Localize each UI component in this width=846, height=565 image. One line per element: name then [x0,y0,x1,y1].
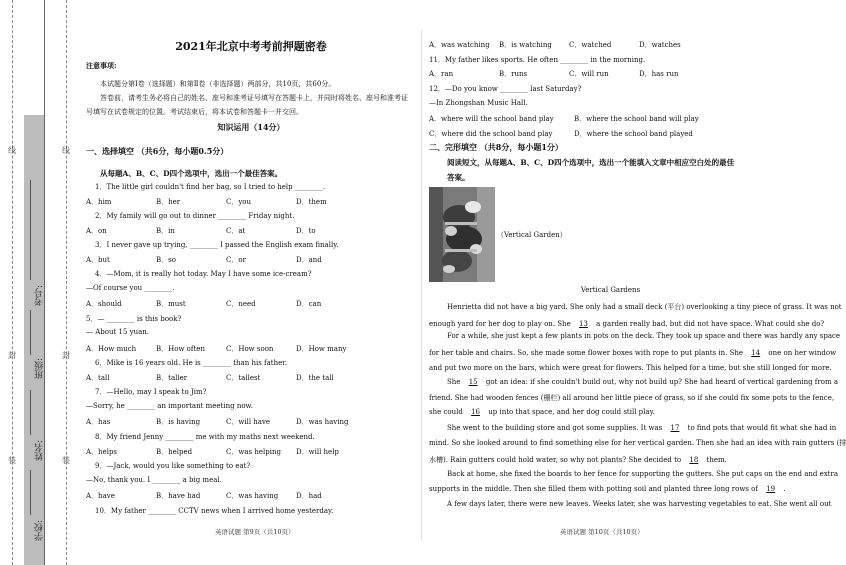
paragraph-6-line-1 [447,500,831,508]
question-2: 2．My family will go out to dinner ________ Friday night. [95,212,295,220]
column-divider [421,30,422,540]
question-4: 4．—Mom, it is really hot today. May I have some ice-cream? [95,270,312,278]
binding-strip [0,0,78,565]
fold-line [66,0,67,565]
paragraph-2-line-1 [447,332,840,340]
exam-title: 2021年北京中考考前押题密卷 [175,40,327,53]
line-mark-right: 线 [62,146,70,155]
line-mark-left: 线 [8,146,16,155]
seal-mark-left: 封 [8,351,16,360]
question-4-option-c[interactable]: C．need [226,300,256,308]
school-label: 学校: [35,520,45,542]
question-7-option-a[interactable]: A．has [86,418,111,426]
paragraph-4-line-2 [429,438,846,448]
question-6-option-a[interactable]: A．tall [86,374,110,382]
passage-text: She went to the building store and got some supplies. It was [447,424,663,432]
passage-text: friend. She had wooden fences (栅栏) all around her little piece of grass, so if she could fix some pots to the fence, [429,394,835,402]
question-8-option-b[interactable]: B．helped [156,448,193,456]
question-12-option-b[interactable]: B．where the school band will play [574,115,699,123]
blank-p5b_gap[interactable]: 19 [766,485,776,493]
bind-line [44,0,45,565]
question-1-option-d[interactable]: D．them [296,198,327,206]
question-2-option-d[interactable]: D．to [296,227,316,235]
question-8-option-d[interactable]: D．will help [296,448,339,456]
question-6-option-b[interactable]: B．taller [156,374,188,382]
question-7-option-b[interactable]: B．is having [156,418,201,426]
question-5-option-b[interactable]: B．How often [156,345,205,353]
blank-p4a_gap[interactable]: 17 [670,424,680,432]
class-field[interactable] [30,310,31,355]
paragraph-5-line-1 [447,470,838,478]
question-5-option-c[interactable]: C．How soon [226,345,274,353]
passage-text: For a while, she just kept a few plants in pots on the deck. They took up space and there was hardly any space [447,332,841,340]
notice-line-2: 答卷前，请考生务必将自己的姓名、座号和准考证号填写在答题卡上，并同时将姓名、座号和准考证 [100,94,408,102]
paragraph-2-line-3 [429,364,832,372]
name-label: 姓名: [35,440,45,462]
question-3-option-a[interactable]: A．but [86,256,110,264]
page-footer-left: 英语试题 第9页（共10页） [215,528,295,536]
question-12: 12．—Do you know ________ last Saturday? [429,85,582,93]
question-8-option-a[interactable]: A．helps [86,448,118,456]
question-9-option-d[interactable]: D．had [296,492,322,500]
paragraph-2-line-2 [429,349,836,357]
question-12-option-d[interactable]: D．where the school band played [574,130,693,138]
question-9-option-b[interactable]: B．have had [156,492,201,500]
question-3-option-b[interactable]: B．so [156,256,176,264]
bind-mark-left: 装 [8,456,16,465]
question-12-reply: —In Zhongshan Music Hall. [429,99,528,107]
question-3-option-d[interactable]: D．and [296,256,322,264]
question-12-option-c[interactable]: C．where did the school band play [429,130,553,138]
question-2-option-c[interactable]: C．at [226,227,246,235]
passage-text: for her table and chairs. So, she made some flower boxes with rope to put plants in. She [429,349,744,357]
paragraph-3-line-2 [429,393,834,403]
question-7-option-c[interactable]: C．will have [226,418,271,426]
paragraph-4-line-1 [447,424,836,432]
question-6: 6．Mike is 16 years old. He is ________ than his father. [95,359,288,367]
question-9: 9．—Jack, would you like something to eat? [95,462,251,470]
question-1-option-b[interactable]: B．her [156,198,181,206]
question-1-option-c[interactable]: C．you [226,198,252,206]
question-4-option-d[interactable]: D．can [296,300,322,308]
question-7: 7．—Hello, may I speak to Jim? [95,388,207,396]
vertical-garden-photo [429,187,495,282]
question-7-reply: —Sorry, he ________ an important meeting now. [86,402,253,410]
section-2-instructions-2: 答案。 [447,173,470,182]
question-2-option-a[interactable]: A．on [86,227,107,235]
passage-text: She [447,378,461,386]
blank-p2b_gap[interactable]: 14 [751,349,761,357]
question-2-option-b[interactable]: B．in [156,227,175,235]
passage-text: . [783,485,786,493]
question-1-option-a[interactable]: A．him [86,198,112,206]
passage-text: them. [706,456,727,464]
paragraph-3-line-3 [429,408,655,416]
question-4-option-a[interactable]: A．should [86,300,122,308]
passage-text: Back at home, she fixed the boards to her fence for supporting the gutters. She put caps on the end and extra [447,470,839,478]
question-9-option-c[interactable]: C．was having [226,492,279,500]
question-8: 8．My friend Jenny ________ me with my maths next weekend. [95,433,315,441]
section-2-title: 二、完形填空 （共8分，每小题1分） [429,142,563,152]
question-7-option-d[interactable]: D．was having [296,418,349,426]
passage-text: enough yard for her dog to play on. She [429,320,571,328]
paragraph-5-line-2 [429,485,786,493]
question-4-reply: —Of course you ________. [86,284,175,292]
paragraph-3-line-1 [447,378,838,386]
seal-mark-right: 封 [62,351,70,360]
blank-p3a_gap[interactable]: 15 [468,378,478,386]
question-11-option-b[interactable]: B．runs [499,70,528,78]
passage-text: supports in the middle. Then she filled them with potting soil and planted three long rows of [429,485,758,493]
school-field[interactable] [30,470,31,515]
question-11-option-d[interactable]: D．has run [639,70,679,78]
passage-text: mind. So she looked around to find something else for her vertical garden. Then she had an idea with rain gutters (排 [429,439,846,447]
question-11: 11．My father likes sports. He often ________ in the morning. [429,56,646,64]
passage-text: Henrietta did not have a big yard. She only had a small deck (平台) overlooking a tiny piece of grass. It was not [447,303,842,311]
question-5-reply: — About 15 yuan. [86,328,150,336]
class-label: 班级: [35,358,45,380]
question-8-option-c[interactable]: C．was helping [226,448,281,456]
cut-line [12,0,13,565]
notice-line-1: 本试题分第Ⅰ卷（选择题）和第Ⅱ卷（非选择题）两部分，共10页，共60分。 [100,80,336,88]
passage-text: she could [429,408,463,416]
passage-text: A few days later, there were new leaves. Weeks later, she was harvesting vegetables to eat. She went all out [447,500,832,508]
section-1-instructions: 从每题A、B、C、D四个选项中，选出一个最佳答案。 [100,169,283,178]
passage-text: up into that space, and her dog could still play. [488,408,655,416]
name-field[interactable] [30,390,31,435]
question-11-option-c[interactable]: C．will run [569,70,609,78]
passage-text: to find pots that would fit what she had in [687,424,837,432]
question-6-option-c[interactable]: C．tallest [226,374,261,382]
page-footer-right: 英语试题 第10页（共10页） [560,528,644,536]
question-11-option-a[interactable]: A．ran [429,70,454,78]
blank-p3c_gap[interactable]: 16 [471,408,480,416]
passage-text: got an idea: if she couldn't build out, why not build up? She had heard of vertical gardening from a [485,378,838,386]
question-10-option-b[interactable]: B．is watching [499,41,552,49]
gray-band [24,115,44,565]
passage-text: a garden really bad, but did not have space. What could she do? [596,320,825,328]
question-3-option-c[interactable]: C．or [226,256,246,264]
question-1: 1．The little girl couldn't find her bag, so I tried to help ________. [95,183,326,191]
question-5: 5．— ________ is this book? [86,315,182,323]
paragraph-4-line-3 [429,455,727,465]
question-5-option-d[interactable]: D．How many [296,345,347,353]
paragraph-1-line-1 [447,302,842,312]
part-title: 知识运用（14分） [217,122,285,132]
question-10-option-d[interactable]: D．watches [639,41,681,49]
blank-p1b_gap[interactable]: 13 [578,320,588,328]
question-10-option-a[interactable]: A．was watching [429,41,490,49]
image-caption: （Vertical Garden） [497,231,567,239]
section-1-title: 一、选择填空 （共6分，每小题0.5分） [86,146,229,156]
question-3: 3．I never gave up trying, ________ I passed the English exam finally. [95,241,339,249]
question-12-option-a[interactable]: A．where will the school band play [429,115,554,123]
question-10: 10．My father ________ CCTV news when I arrived home yesterday. [95,507,334,515]
question-10-option-c[interactable]: C．watched [569,41,612,49]
question-5-option-a[interactable]: A．How much [86,345,137,353]
passage-title: Vertical Gardens [580,286,641,294]
passage-text: 水槽). Rain gutters could hold water, so why not plants? She decided to [429,456,682,464]
question-9-reply: —No, thank you. I ________ a big meal. [86,476,222,484]
question-6-option-d[interactable]: D．the tall [296,374,334,382]
passage-text: and put two more on the bars, which were great for flowers. This helped for a time, but she still longed for more. [429,364,832,372]
notice-heading: 注意事项: [86,61,117,70]
passage-text: one on her window [768,349,837,357]
blank-p4c_gap[interactable]: 18 [689,456,699,464]
notice-line-3: 号填写在试卷规定的位置。考试结束后，将本试卷和答题卡一并交回。 [86,108,303,116]
section-2-instructions-1: 阅读短文，从每题A、B、C、D四个选项中，选出一个能填入文章中相应空白处的最佳 [447,158,735,167]
paragraph-1-line-2 [429,320,824,328]
exam-no-field[interactable] [30,180,31,280]
question-9-option-a[interactable]: A．have [86,492,115,500]
bind-mark-right: 装 [62,456,70,465]
exam-no-label: 考号: [35,285,45,307]
question-4-option-b[interactable]: B．must [156,300,186,308]
